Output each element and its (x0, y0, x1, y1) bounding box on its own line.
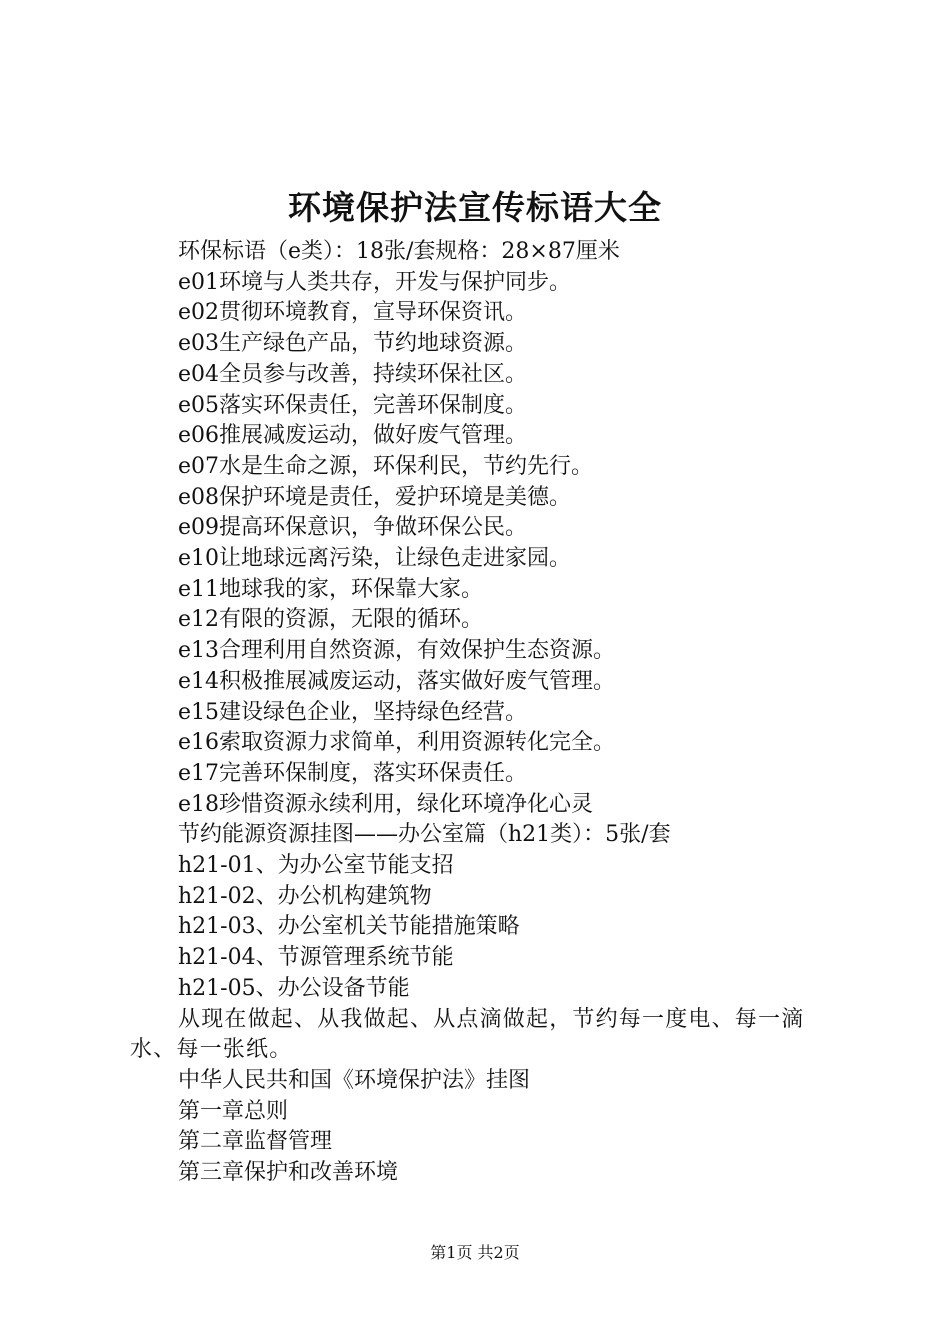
slogan-item: e14积极推展减废运动，落实做好废气管理。 (178, 668, 616, 694)
slogan-item: e09提高环保意识，争做环保公民。 (178, 515, 528, 541)
slogan-item: e15建设绿色企业，坚持绿色经营。 (178, 699, 528, 725)
slogan-item: e06推展减废运动，做好废气管理。 (178, 423, 528, 449)
list-item: h21-05、办公设备节能 (178, 975, 410, 1001)
document-body (130, 237, 840, 1189)
page-footer: 第1页 共2页 (430, 1243, 520, 1262)
slogan-item: e02贯彻环境教育，宣导环保资讯。 (178, 300, 528, 326)
chapter-heading: 第二章监督管理 (178, 1129, 333, 1155)
page-title: 环境保护法宣传标语大全 (288, 188, 662, 227)
slogan-item: e05落实环保责任，完善环保制度。 (178, 392, 528, 418)
slogan-item: e03生产绿色产品，节约地球资源。 (178, 331, 528, 357)
slogan-item: e12有限的资源，无限的循环。 (178, 607, 484, 633)
slogan-item: e01环境与人类共存，开发与保护同步。 (178, 269, 572, 295)
list-item: h21-02、办公机构建筑物 (178, 883, 432, 909)
slogan-item: e08保护环境是责任，爱护环境是美德。 (178, 484, 572, 510)
list-item: h21-03、办公室机关节能措施策略 (178, 914, 520, 940)
paragraph: 环保标语（e类）：18张/套规格：28×87厘米 (178, 239, 620, 264)
chapter-heading: 第三章保护和改善环境 (178, 1160, 399, 1186)
slogan-item: e17完善环保制度，落实环保责任。 (178, 760, 528, 786)
slogan-item: e11地球我的家，环保靠大家。 (178, 576, 484, 602)
slogan-item: e16索取资源力求简单，利用资源转化完全。 (178, 730, 616, 756)
slogan-item: e13合理利用自然资源，有效保护生态资源。 (178, 638, 616, 664)
list-item: h21-01、为办公室节能支招 (178, 853, 454, 879)
chapter-heading: 第一章总则 (178, 1098, 289, 1124)
slogan-item: e18珍惜资源永续利用，绿化环境净化心灵 (178, 791, 594, 817)
paragraph: 节约能源资源挂图——办公室篇（h21类）：5张/套 (178, 822, 671, 848)
slogan-item: e04全员参与改善，持续环保社区。 (178, 361, 528, 387)
paragraph: 从现在做起、从我做起、从点滴做起，节约每一度电、每一滴水、每一张纸。 (130, 1006, 805, 1063)
slogan-item: e10让地球远离污染，让绿色走进家园。 (178, 546, 572, 572)
paragraph: 中华人民共和国《环境保护法》挂图 (178, 1067, 531, 1093)
list-item: h21-04、节源管理系统节能 (178, 945, 454, 971)
slogan-item: e07水是生命之源，环保利民，节约先行。 (178, 453, 594, 479)
